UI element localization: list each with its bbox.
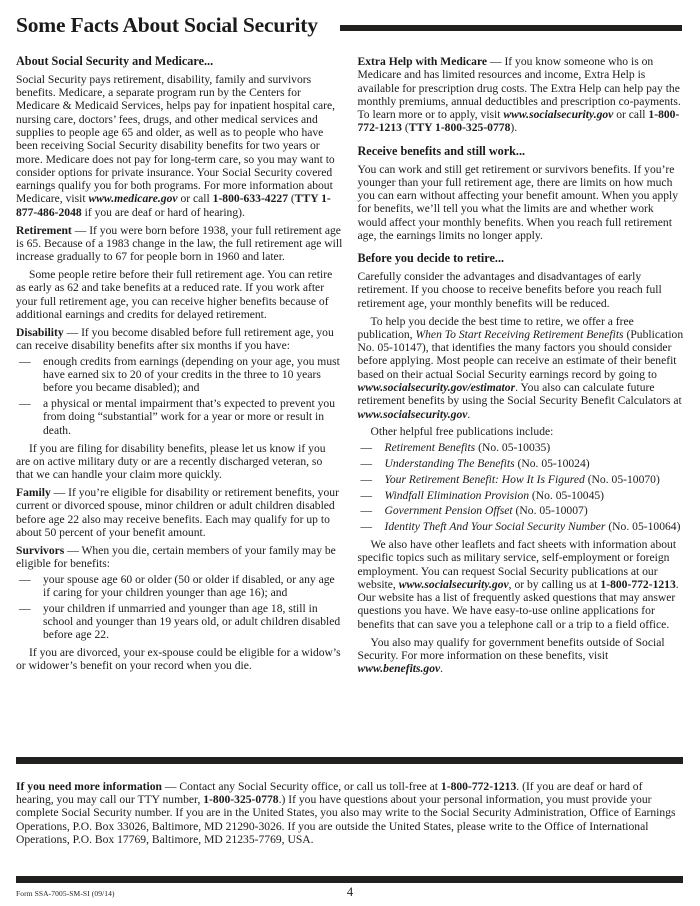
text-segment: — Contact any Social Security office, or call us toll-free at (162, 780, 441, 793)
text-segment: ( (288, 192, 295, 206)
text-segment: 1-800-633-4227 (212, 192, 288, 206)
text-segment: www.socialsecurity.gov (398, 577, 509, 591)
text-segment: Family (16, 485, 51, 499)
text-segment: your children if unmarried and younger than age 18, still in school and younger than 19 years old, or adult children disabled before age 22. (43, 601, 341, 642)
text-segment: 1-800-772-1213 (440, 780, 517, 793)
text-segment: (Publication No. 05-10147), that identifies the many factors you should consider before applying. Most people can receive an estimate of their benefit based on their actual Social Security earnings record by going to (357, 327, 684, 381)
text-segment: — If you know someone who is on Medicare and has limited resources and income, Extra Help is available for prescription drug costs. The Extra Help can help pay the monthly premiums, annual deductibles and prescription co-payments. To learn more or to apply, visit (357, 55, 681, 122)
dash-marker: — (360, 441, 373, 455)
text-segment: a physical or mental impairment that’s expected to prevent you from doing “substantial” work for a year or more or result in death. (43, 397, 336, 437)
title-rule (340, 25, 682, 31)
dash-list-item (16, 355, 343, 395)
bottom-rule (16, 876, 683, 883)
paragraph (16, 326, 343, 353)
text-segment: your spouse age 60 or older (50 or older if disabled, or any age if caring for your children younger than age 16); and (43, 572, 335, 599)
page-header (0, 0, 700, 38)
text-segment: . (If you are deaf or hard of hearing, you may call our TTY number, (16, 780, 643, 807)
paragraph (16, 486, 343, 539)
text-segment: You also may qualify for government benefits outside of Social Security. For more information on these benefits, visit (357, 635, 665, 662)
dash-list-item (358, 457, 685, 470)
text-segment: When To Start Receiving Retirement Benefits (415, 327, 624, 341)
section-heading: Receive benefits and still work... (357, 143, 526, 158)
dash-item-text (43, 355, 340, 395)
text-segment: Government Pension Offset (384, 504, 513, 518)
dash-item-text (385, 504, 588, 517)
text-segment: Your Retirement Benefit: How It Is Figured (384, 472, 585, 486)
text-segment: Other helpful free publications include: (370, 425, 554, 439)
paragraph (16, 73, 343, 219)
dash-marker: — (19, 354, 31, 368)
dash-marker: — (360, 457, 373, 471)
dash-item-text (385, 441, 551, 454)
text-segment: www.benefits.gov (357, 662, 441, 676)
dash-list-item (358, 489, 685, 502)
paragraph (358, 163, 685, 243)
text-segment: If you need more information (16, 780, 162, 793)
page-number: 4 (346, 885, 354, 899)
text-segment: We also have other leaflets and fact sheets with information about specific topics such as military service, self-employment or foreign employment. You can request Social Security publications at our website, (357, 538, 677, 591)
dash-marker: — (19, 601, 31, 615)
text-segment: if you are deaf or hard of hearing). (81, 205, 245, 219)
text-segment: or call (177, 192, 213, 206)
dash-item-text (385, 489, 605, 502)
paragraph (16, 268, 343, 321)
dash-list-item (358, 441, 685, 454)
dash-item-text (385, 457, 590, 470)
text-segment: ( (401, 121, 409, 135)
dash-marker: — (360, 488, 373, 502)
page-title: Some Facts About Social Security (16, 13, 318, 37)
dash-item-text (43, 573, 335, 599)
dash-item-text (385, 520, 681, 533)
text-segment: . (440, 662, 444, 676)
text-segment: . (467, 407, 471, 421)
text-segment: Extra Help with Medicare (357, 55, 488, 68)
text-segment: You can work and still get retirement or survivors benefits. If you’re younger than your full retirement age, there are limits on how much you can earn without affecting your benefit amount. When you apply for benefits, we’ll tell you what the limits are and whether work would affect your monthly benefits. When you reach full retirement age, the earnings limits no longer apply. (357, 162, 679, 243)
text-segment: Some people retire before their full retirement age. You can retire as early as 62 and take benefits at a reduced rate. If you work after your full retirement age, you can receive higher benefits because of additional earnings and credits for delayed retirement. (16, 267, 333, 321)
text-segment: If you are filing for disability benefits, please let us know if you are on active military duty or are a recently discharged veteran, so that we can handle your claim more quickly. (16, 441, 326, 482)
text-segment: or call (613, 108, 649, 122)
text-segment: www.socialsecurity.gov (357, 407, 468, 421)
footer-paragraph (16, 780, 683, 846)
text-segment: Retirement (16, 223, 72, 237)
text-segment: Identity Theft And Your Social Security Number (384, 520, 606, 534)
text-segment: — If you were born before 1938, your full retirement age is 65. Because of a 1983 change in the law, the full retirement age will increase gradually to 67 for people born in 1960 and later. (16, 223, 343, 264)
text-segment: (No. 05-10070) (584, 472, 660, 486)
text-segment: — If you become disabled before full retirement age, you can receive disability benefits after six months if you have: (16, 325, 334, 352)
paragraph (16, 224, 343, 264)
text-segment: Disability (16, 325, 64, 339)
right-column (358, 47, 685, 675)
text-segment: (No. 05-10035) (475, 441, 551, 455)
text-segment: 1-800-325-0778 (203, 793, 279, 807)
text-segment: Carefully consider the advantages and disadvantages of early retirement. If you choose to receive benefits before you reach full retirement age, your monthly benefits will be reduced. (357, 270, 662, 310)
dash-item-text (385, 473, 660, 486)
text-segment: To help you decide the best time to retire, we offer a free publication, (357, 314, 634, 341)
paragraph (358, 425, 685, 438)
text-segment: (No. 05-10024) (514, 457, 590, 471)
text-segment: (No. 05-10045) (529, 488, 605, 502)
text-segment: Social Security pays retirement, disability, family and survivors benefits. Medicare, a separate program run by the Centers for Medicare & Medicaid Services, helps pay for inpatient hospital care, nursing care, doctors’ fees, drugs, and other medical services and supplies to people age 65 and older, as well as to people who have been receiving Social Security disability benefits for two years or more. Medicare does not pay for long-term care, so you may want to consider options for private insurance. Your Social Security covered earnings qualify you for both programs. For more information about Medicare, visit (16, 72, 336, 206)
dash-list-item (358, 520, 685, 533)
dash-item-text (43, 397, 335, 437)
text-segment: (No. 05-10007) (512, 504, 588, 518)
text-segment: Windfall Elimination Provision (384, 488, 529, 502)
paragraph (358, 315, 685, 421)
text-segment: , or by calling us at (508, 577, 601, 591)
text-segment: . Our website has a list of frequently asked questions that may answer questions you have. We have easy-to-use online applications for benefits that can save you a telephone call or a trip to a field office. (357, 577, 679, 631)
dash-item-text (43, 602, 340, 642)
footer-top-rule (16, 757, 683, 764)
text-segment: ). (510, 121, 518, 135)
two-column-body (0, 38, 700, 675)
text-segment: 1-800-772-1213 (357, 108, 680, 135)
dash-marker: — (360, 520, 373, 534)
dash-marker: — (19, 397, 31, 411)
paragraph (358, 636, 685, 676)
dash-list (16, 355, 343, 437)
dash-list (358, 441, 685, 533)
text-segment: enough credits from earnings (depending on your age, you must have earned six to 20 of your credits in the three to 10 years before you became disabled); and (43, 354, 340, 395)
left-column (16, 47, 343, 673)
text-segment: TTY 1-877-486-2048 (16, 192, 331, 219)
paragraph (358, 538, 685, 631)
text-segment: 1-800-772-1213 (600, 577, 676, 591)
dash-marker: — (360, 472, 373, 486)
text-segment: (No. 05-10064) (605, 520, 681, 534)
text-segment: www.socialsecurity.gov (503, 108, 614, 122)
text-segment: Understanding The Benefits (384, 457, 515, 471)
text-segment: Survivors (16, 543, 65, 557)
paragraph (16, 544, 343, 571)
paragraph (358, 270, 685, 310)
paragraph (358, 55, 685, 135)
section-heading: Before you decide to retire... (357, 251, 505, 266)
text-segment: — When you die, certain members of your family may be eligible for benefits: (16, 543, 336, 570)
paragraph (16, 442, 343, 482)
text-segment: www.socialsecurity.gov/estimator (357, 381, 516, 395)
text-segment: .) If you have questions about your personal information, you must provide your complete Social Security number. If you are in the United States, you also may write to the Social Security Administration, Office of Earnings Operations, P.O. Box 33026, Baltimore, MD 21290-3026. If you are outside the United States, please write to the Office of International Operations, P.O. Box 17769, Baltimore, MD 21235-7769, USA. (16, 793, 676, 846)
text-segment: Retirement Benefits (384, 441, 476, 455)
dash-list-item (358, 504, 685, 517)
text-segment: TTY 1-800-325-0778 (408, 121, 511, 135)
form-number: Form SSA-7005-SM-SI (09/14) (16, 889, 115, 898)
dash-marker: — (19, 572, 31, 586)
dash-list-item (16, 397, 343, 437)
section-heading: About Social Security and Medicare... (16, 54, 214, 68)
dash-list-item (358, 473, 685, 486)
text-segment: If you are divorced, your ex-spouse could be eligible for a widow’s or widower’s benefit on your record when you die. (16, 646, 341, 673)
text-segment: www.medicare.gov (88, 192, 178, 206)
text-segment: — If you’re eligible for disability or retirement benefits, your current or divorced spouse, minor children or adult children disabled before age 22 also may receive benefits. Each may qualify for up to about 50 percent of your benefit amount. (16, 485, 339, 539)
text-segment: . You also can calculate future retirement benefits by using the Social Security Benefit Calculators at (357, 381, 682, 408)
dash-list-item (16, 602, 343, 642)
dash-list-item (16, 573, 343, 600)
dash-list (16, 573, 343, 642)
dash-marker: — (360, 504, 373, 518)
paragraph (16, 646, 343, 673)
